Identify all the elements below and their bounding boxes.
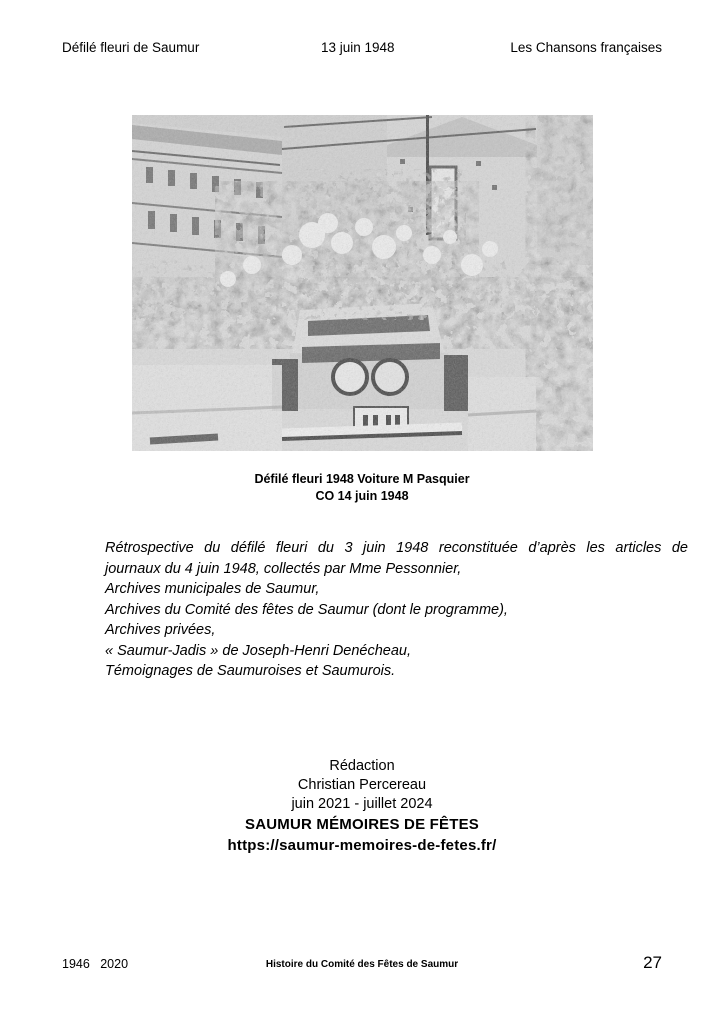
footer-page-number: 27: [643, 953, 662, 972]
running-footer: [62, 953, 662, 975]
sources-line-3: Archives municipales de Saumur,: [105, 581, 320, 597]
sources-line-1: Rétrospective du défilé fleuri du 3 juin 1948 reconstituée d’après les articles de: [105, 540, 688, 556]
parade-photograph: [132, 115, 593, 451]
photograph-image: [132, 115, 593, 451]
sources-line-4: Archives du Comité des fêtes de Saumur (dont le programme),: [105, 601, 508, 618]
sources-line-2: journaux du 4 juin 1948, collectés par Mme Pessonnier,: [105, 560, 462, 577]
footer-year-range: 1946 2020: [62, 957, 129, 971]
header-right-title: Les Chansons françaises: [510, 40, 662, 55]
photo-caption: [0, 471, 724, 505]
running-header: [62, 40, 662, 60]
credits-organization: SAUMUR MÉMOIRES DE FÊTES: [245, 816, 479, 833]
photo-caption-line-1: Défilé fleuri 1948 Voiture M Pasquier: [254, 472, 470, 486]
sources-line-6: « Saumur-Jadis » de Joseph-Henri Denécheau,: [105, 642, 412, 659]
credits-block: [0, 757, 724, 856]
sources-paragraph: [105, 538, 688, 682]
sources-line-5: Archives privées,: [105, 622, 216, 638]
footer-book-title: Histoire du Comité des Fêtes de Saumur: [265, 959, 459, 970]
credits-website-url[interactable]: https://saumur-memoires-de-fetes.fr/: [227, 837, 497, 854]
credits-date-range: juin 2021 - juillet 2024: [291, 796, 433, 812]
credits-role: Rédaction: [329, 758, 395, 774]
credits-author: Christian Percereau: [297, 777, 427, 793]
header-left-title: Défilé fleuri de Saumur: [62, 40, 200, 55]
photo-caption-line-2: CO 14 juin 1948: [315, 489, 409, 503]
sources-line-7: Témoignages de Saumuroises et Saumurois.: [105, 663, 396, 679]
header-center-date: 13 juin 1948: [321, 40, 395, 55]
